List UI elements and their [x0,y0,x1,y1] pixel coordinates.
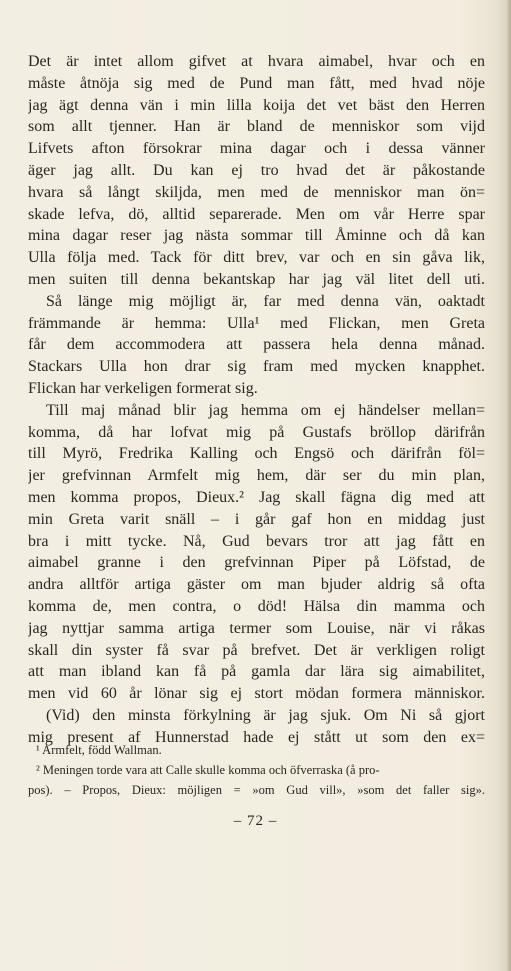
text-line: jag ägt denna vän i min lilla koija det vet bäst den Herren [28,96,485,114]
footnotes [28,740,485,800]
footnote: ² Meningen torde vara att Calle skulle komma och öfverraska (å pro- [36,763,380,777]
text-line: Ulla följa med. Tack för ditt brev, var och en sin gåva lik, [28,249,485,267]
text-line: Det är intet allom gifvet at hvara aimabel, hvar och en [28,53,485,70]
page-number: – 72 – [233,813,278,829]
text-line: skall din syster få svar på brefvet. Det är verkligen roligt [28,641,485,659]
text-line: jer grefvinnan Armfelt mig hem, där ser du min plan, [28,467,485,485]
footnote: pos). – Propos, Dieux: möjligen = »om Gud vill», »som det faller sig». [28,783,485,797]
text-line: komma de, men contra, o död! Hälsa din mamma och [28,597,485,615]
text-line: Lifvets afton försokrar mina dagar och i dessa vänner [28,140,485,158]
text-line: att man ibland kan få på gamla dar lära sig aimabilitet, [28,663,485,681]
text-line: hvara så långt skiljda, men med de menniskor man ön= [28,183,485,201]
text-line: mina dagar reser jag nästa sommar till Åminne och då kan [28,227,485,245]
text-line: främmande är hemma: Ulla¹ med Flickan, men Greta [28,314,485,332]
text-line: bra i mitt tycke. Nå, Gud bevars tror att jag fått en [28,532,485,550]
text-line: men vid 60 år lönar sig ej stort mödan formera människor. [28,685,485,703]
text-line: jag nyttjar samma artiga termer som Louise, när vi råkas [28,619,485,637]
text-line: men komma propos, Dieux.² Jag skall fägna dig med att [28,488,485,506]
text-line: min Greta varit snäll – i går gaf hon en middag just [28,510,485,528]
body-text [28,51,485,749]
text-line: men suiten till denna bekantskap har jag väl litet dell uti. [28,270,485,288]
text-line: som allt tjenner. Han är bland de menniskor som vijd [28,118,485,136]
footnote: ¹ Armfelt, född Wallman. [36,743,162,757]
text-line: måste åtnöja sig med de Pund man fått, med hvad nöje [28,74,485,92]
text-line: andra alltför artiga gäster om man bjuder aldrig så ofta [28,576,485,594]
text-line: Flickan har verkeligen formerat sig. [28,379,258,397]
text-line: Stackars Ulla hon drar sig fram med mycken knapphet. [28,358,485,376]
text-line: äger jag allt. Du kan ej tro hvad det är påkostande [28,161,485,179]
text-line: aimabel granne i den grefvinnan Piper på Löfstad, de [28,554,485,572]
text-line: komma, då har lofvat mig på Gustafs bröllop därifrån [28,423,485,441]
text-line: får dem accommodera att passera hela denna månad. [28,336,485,354]
text-line: Till maj månad blir jag hemma om ej händelser mellan= [46,401,485,419]
text-line: mig present af Hunnerstad hade ej stått ut som den ex= [28,728,485,746]
text-line: till Myrö, Fredrika Kalling och Engsö och därifrån föl= [28,445,485,463]
text-line: skade lefva, dö, alltid separerade. Men om vår Herre spar [28,205,485,223]
text-line: Så länge mig möjligt är, far med denna vän, oaktadt [46,292,485,310]
text-line: (Vid) den minsta förkylning är jag sjuk. Om Ni så gjort [46,706,485,724]
